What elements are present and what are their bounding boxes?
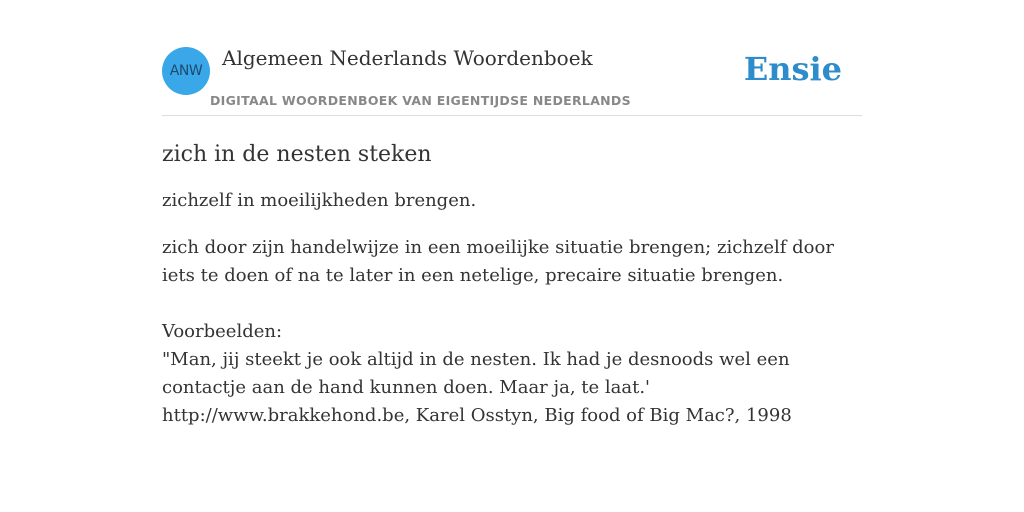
logo-text: ANW (169, 63, 203, 79)
example-quote: "Man, jij steekt je ook altijd in de nesten. Ik had je desnoods wel een contactje aan de hand kunnen doen. Maar ja, te laat.' (162, 349, 790, 398)
entry-content (162, 136, 862, 430)
examples-section (162, 318, 862, 430)
long-definition: zich door zijn handelwijze in een moeilijke situatie brengen; zichzelf door iets te doen of na te later in een netelige, precaire situatie brengen. (162, 237, 834, 286)
examples-label: Voorbeelden: (162, 321, 283, 342)
ensie-brand-link[interactable]: Ensie (743, 50, 842, 88)
entry-headword: zich in de nesten steken (162, 142, 432, 167)
site-subtitle: DIGITAAL WOORDENBOEK VAN EIGENTIJDSE NEDERLANDS (210, 93, 631, 108)
short-definition: zichzelf in moeilijkheden brengen. (162, 190, 477, 211)
site-header (162, 40, 862, 116)
site-title: Algemeen Nederlands Woordenboek (222, 46, 593, 70)
anw-logo[interactable] (162, 47, 210, 95)
example-source: http://www.brakkehond.be, Karel Osstyn, Big food of Big Mac?, 1998 (162, 405, 792, 426)
